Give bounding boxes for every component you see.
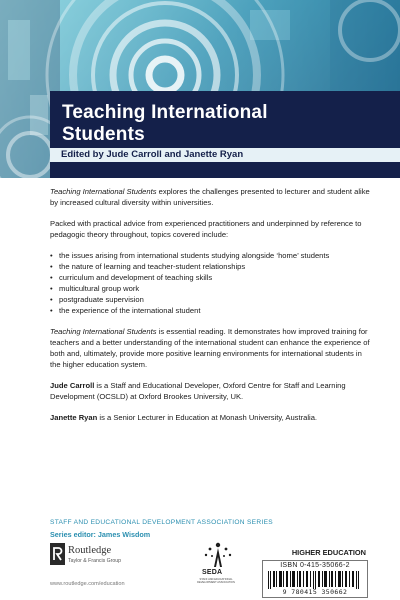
topic-item: • the experience of the international student bbox=[50, 305, 370, 316]
book-title bbox=[62, 102, 268, 146]
seda-logo bbox=[192, 541, 244, 593]
essential-paragraph bbox=[50, 326, 370, 370]
seda-figure-icon bbox=[192, 541, 244, 569]
publisher-url: www.routledge.com/education bbox=[50, 581, 125, 587]
routledge-r-icon bbox=[50, 543, 65, 565]
seda-tagline: STAFF AND EDUCATIONAL DEVELOPMENT ASSOCIATION bbox=[197, 578, 235, 584]
seda-name: SEDA bbox=[202, 569, 223, 576]
cover-banner bbox=[0, 0, 400, 178]
topic-item: • postgraduate supervision bbox=[50, 294, 370, 305]
topic-item: • the issues arising from international students studying alongside ‘home’ students bbox=[50, 250, 370, 261]
topic-item: • the nature of learning and teacher-student relationships bbox=[50, 261, 370, 272]
publisher-group: Taylor & Francis Group bbox=[68, 558, 122, 564]
intro-title: Teaching International Students bbox=[50, 187, 157, 196]
bio-ryan-name: Janette Ryan bbox=[50, 413, 98, 422]
subject-category: HIGHER EDUCATION bbox=[291, 548, 366, 557]
topic-item: • curriculum and development of teaching skills bbox=[50, 272, 370, 283]
series-editor: Series editor: James Wisdom bbox=[50, 530, 151, 539]
series-name: STAFF AND EDUCATIONAL DEVELOPMENT ASSOCIATION SERIES bbox=[50, 519, 273, 526]
editors-strip bbox=[50, 148, 400, 162]
bio-carroll-name: Jude Carroll bbox=[50, 381, 95, 390]
bio-ryan-text: is a Senior Lecturer in Education at Monash University, Australia. bbox=[97, 413, 318, 422]
barcode-bars bbox=[268, 571, 362, 589]
topic-item: • multicultural group work bbox=[50, 283, 370, 294]
bio-ryan bbox=[50, 412, 370, 423]
isbn-number: ISBN 0-415-35066-2 bbox=[280, 562, 350, 569]
advice-paragraph: Packed with practical advice from experienced practitioners and underpinned by reference to pedagogic theory throughout, topics covered include: bbox=[50, 219, 362, 239]
essential-title: Teaching International Students bbox=[50, 327, 157, 336]
title-panel bbox=[50, 91, 400, 178]
bio-carroll-text: is a Staff and Educational Developer, Oxford Centre for Staff and Learning Development (OCSLD) at Oxford Brookes University, UK. bbox=[50, 381, 346, 401]
book-title-line-2: Students bbox=[62, 124, 145, 145]
topics-list bbox=[50, 250, 370, 316]
bio-carroll bbox=[50, 380, 370, 402]
isbn-barcode bbox=[262, 560, 368, 598]
book-title-line-1: Teaching International bbox=[62, 102, 268, 123]
publisher-name: Routledge bbox=[68, 545, 112, 556]
publisher-logo bbox=[50, 543, 170, 593]
intro-paragraph bbox=[50, 186, 370, 208]
barcode-digits: 9 780415 350662 bbox=[263, 589, 367, 596]
back-cover-blurb bbox=[50, 186, 370, 433]
editors-credit: Edited by Jude Carroll and Janette Ryan bbox=[61, 149, 244, 160]
intro-text: explores the challenges presented to lecturer and student alike by increased cultural diversity within universities. bbox=[50, 187, 370, 207]
essential-text: is essential reading. It demonstrates how improved training for teachers and a better understanding of the international student can enhance the experience of both and, ultimately, provide more positive learning environments for international students in the higher education system. bbox=[50, 327, 370, 369]
